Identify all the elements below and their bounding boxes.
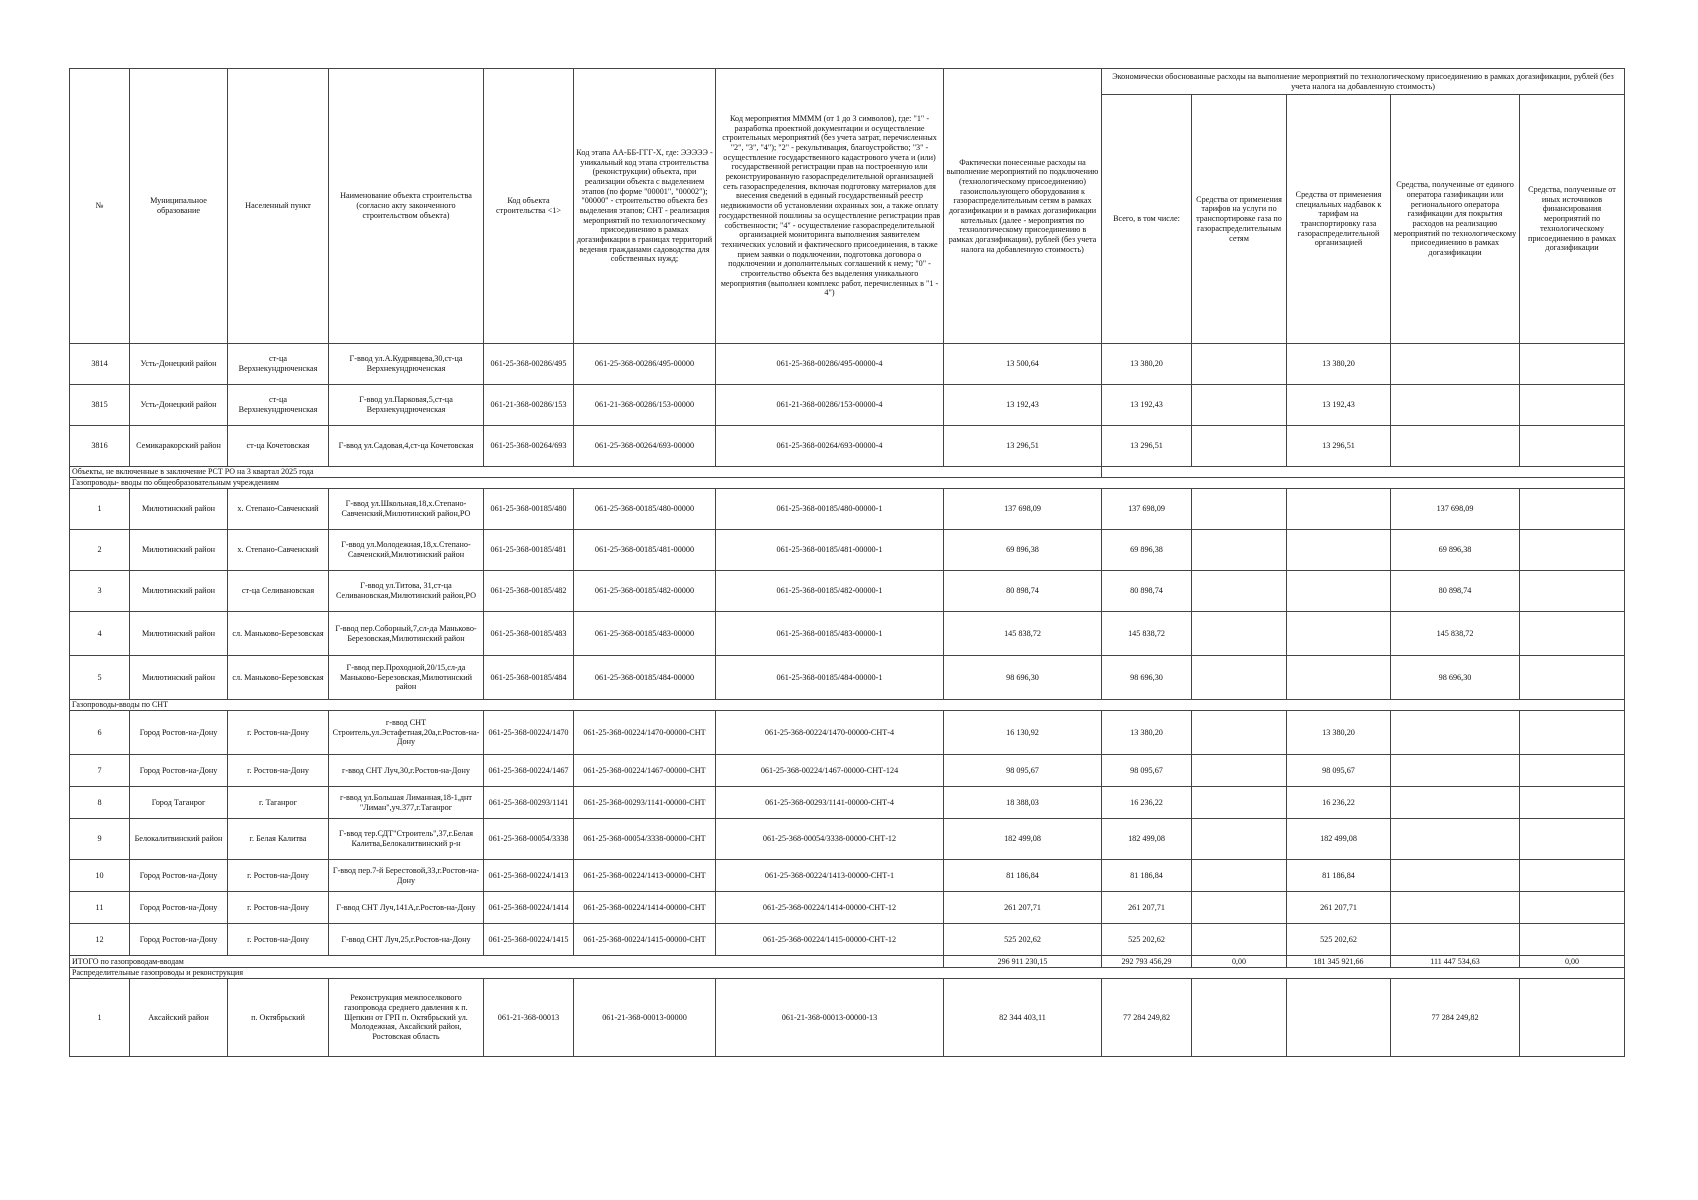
cell-other [1520, 755, 1625, 787]
cell-stage-code: 061-21-368-00013-00000 [574, 979, 716, 1057]
table-row [70, 860, 1625, 892]
cell-total: 13 380,20 [1102, 711, 1192, 755]
cell-total: 81 186,84 [1102, 860, 1192, 892]
cell-operator [1391, 711, 1520, 755]
cell-settlement: х. Степано-Савченский [228, 530, 329, 571]
section-row [70, 968, 1625, 979]
cell-object-code: 061-25-368-00185/482 [484, 571, 574, 612]
cell-stage-code: 061-25-368-00224/1413-00000-СНТ [574, 860, 716, 892]
section-snt-title: Газопроводы-вводы по СНТ [70, 700, 1625, 711]
cell-stage-code: 061-25-368-00185/481-00000 [574, 530, 716, 571]
cell-markup [1287, 656, 1391, 700]
cell-settlement: г. Таганрог [228, 787, 329, 819]
cell-municipality: Усть-Донецкий район [130, 344, 228, 385]
header-econ-group: Экономически обоснованные расходы на выполнение мероприятий по технологическому присоединению в рамках догазификации, рублей (без учета налога на добавленную стоимость) [1102, 69, 1625, 95]
table-row [70, 979, 1625, 1057]
total-total: 292 793 456,29 [1102, 956, 1192, 968]
cell-settlement: г. Ростов-на-Дону [228, 924, 329, 956]
table-row [70, 612, 1625, 656]
cell-other [1520, 426, 1625, 467]
cell-actual-costs: 525 202,62 [944, 924, 1102, 956]
cell-actual-costs: 18 388,03 [944, 787, 1102, 819]
cell-stage-code: 061-25-368-00224/1414-00000-СНТ [574, 892, 716, 924]
cell-event-code: 061-25-368-00293/1141-00000-СНТ-4 [716, 787, 944, 819]
cell-total: 13 380,20 [1102, 344, 1192, 385]
header-other-funds: Средства, полученные от иных источников финансирования мероприятий по технологическому присоединению в рамках догазификации [1520, 95, 1625, 344]
cell-tariff [1192, 924, 1287, 956]
cell-settlement: г. Ростов-на-Дону [228, 711, 329, 755]
cell-markup [1287, 489, 1391, 530]
cell-num: 5 [70, 656, 130, 700]
cell-other [1520, 344, 1625, 385]
cell-tariff [1192, 787, 1287, 819]
cell-other [1520, 385, 1625, 426]
cell-actual-costs: 145 838,72 [944, 612, 1102, 656]
cell-operator: 80 898,74 [1391, 571, 1520, 612]
cell-actual-costs: 81 186,84 [944, 860, 1102, 892]
table-row [70, 892, 1625, 924]
cell-stage-code: 061-21-368-00286/153-00000 [574, 385, 716, 426]
cell-operator: 77 284 249,82 [1391, 979, 1520, 1057]
cell-object-code: 061-25-368-00264/693 [484, 426, 574, 467]
cell-markup: 525 202,62 [1287, 924, 1391, 956]
cell-total: 182 499,08 [1102, 819, 1192, 860]
cell-settlement: п. Октябрьский [228, 979, 329, 1057]
cell-event-code: 061-25-368-00054/3338-00000-СНТ-12 [716, 819, 944, 860]
section-row [70, 700, 1625, 711]
table-row [70, 924, 1625, 956]
cell-object-code: 061-21-368-00013 [484, 979, 574, 1057]
header-stage-code: Код этапа АА-ББ-ГГГ-Х, где: ЭЭЭЭЭ - уникальный код этапа строительства (реконструкции) объекта, при реализации объекта с выделением этапов (по форме "00001", "00002"); "00000" - строительство объекта без выделения этапов; СНТ - реализация мероприятий по технологическому присоединению в рамках догазификации в границах территорий ведения гражданами садоводства для собственных нужд; [574, 69, 716, 344]
header-markup-funds: Средства от применения специальных надбавок к тарифам на транспортировку газа газораспределительной организацией [1287, 95, 1391, 344]
cell-settlement: сл. Маньково-Березовская [228, 612, 329, 656]
cell-markup [1287, 530, 1391, 571]
cell-total: 16 236,22 [1102, 787, 1192, 819]
table-row [70, 385, 1625, 426]
cell-object-name: г-ввод ул.Большая Лиманная,18-1,днт "Лиман",уч.377,г.Таганрог [329, 787, 484, 819]
cell-event-code: 061-25-368-00224/1414-00000-СНТ-12 [716, 892, 944, 924]
cell-actual-costs: 137 698,09 [944, 489, 1102, 530]
cell-operator [1391, 860, 1520, 892]
cell-object-name: г-ввод СНТ Строитель,ул.Эстафетная,20а,г.Ростов-на-Дону [329, 711, 484, 755]
cell-tariff [1192, 344, 1287, 385]
cell-markup: 16 236,22 [1287, 787, 1391, 819]
cell-operator [1391, 924, 1520, 956]
cell-event-code: 061-25-368-00264/693-00000-4 [716, 426, 944, 467]
cell-event-code: 061-21-368-00013-00000-13 [716, 979, 944, 1057]
table-row [70, 755, 1625, 787]
cell-object-code: 061-25-368-00185/480 [484, 489, 574, 530]
cell-tariff [1192, 711, 1287, 755]
cell-total: 525 202,62 [1102, 924, 1192, 956]
cell-settlement: х. Степано-Савченский [228, 489, 329, 530]
cell-event-code: 061-25-368-00224/1413-00000-СНТ-1 [716, 860, 944, 892]
cell-object-code: 061-25-368-00224/1470 [484, 711, 574, 755]
cell-operator [1391, 819, 1520, 860]
header-actual-costs: Фактически понесенные расходы на выполнение мероприятий по подключению (технологическому присоединению) газоиспользующего оборудования к газораспределительным сетям в рамках догазификации и в рамках догазификации котельных (далее - мероприятия по технологическому присоединению в рамках догазификации), рублей (без учета налога на добавленную стоимость) [944, 69, 1102, 344]
cell-total: 13 296,51 [1102, 426, 1192, 467]
cell-total: 145 838,72 [1102, 612, 1192, 656]
cell-municipality: Аксайский район [130, 979, 228, 1057]
cell-total: 98 095,67 [1102, 755, 1192, 787]
cell-operator [1391, 344, 1520, 385]
cell-settlement: ст-ца Верхнекундрюченская [228, 385, 329, 426]
cell-settlement: ст-ца Селивановская [228, 571, 329, 612]
cell-actual-costs: 13 500,64 [944, 344, 1102, 385]
cell-stage-code: 061-25-368-00185/482-00000 [574, 571, 716, 612]
cell-object-name: Г-ввод пер.Соборный,7,сл-да Маньково-Березовская,Милютинский район [329, 612, 484, 656]
cell-actual-costs: 69 896,38 [944, 530, 1102, 571]
header-operator-funds: Средства, полученные от единого оператора газификации или регионального оператора газификации для покрытия расходов на реализацию мероприятий по технологическому присоединению в рамках догазификации [1391, 95, 1520, 344]
cell-total: 98 696,30 [1102, 656, 1192, 700]
table-row [70, 344, 1625, 385]
cell-num: 12 [70, 924, 130, 956]
table-row [70, 426, 1625, 467]
cell-municipality: Милютинский район [130, 612, 228, 656]
cell-municipality: Город Таганрог [130, 787, 228, 819]
table-row [70, 787, 1625, 819]
cell-markup [1287, 571, 1391, 612]
cell-object-name: Г-ввод пер.7-й Берестовой,33,г.Ростов-на-Дону [329, 860, 484, 892]
cell-total: 13 192,43 [1102, 385, 1192, 426]
cell-operator: 145 838,72 [1391, 612, 1520, 656]
table-row [70, 571, 1625, 612]
cell-markup: 13 380,20 [1287, 711, 1391, 755]
section-rst-title: Объекты, не включенные в заключение РСТ РО на 3 квартал 2025 года [70, 467, 1102, 478]
header-settlement: Населенный пункт [228, 69, 329, 344]
cell-object-name: Г-ввод ул.Молодежная,18,х.Степано-Савченский,Милютинский район [329, 530, 484, 571]
cell-actual-costs: 82 344 403,11 [944, 979, 1102, 1057]
table-row [70, 656, 1625, 700]
cell-object-code: 061-21-368-00286/153 [484, 385, 574, 426]
cell-actual-costs: 13 296,51 [944, 426, 1102, 467]
cell-tariff [1192, 892, 1287, 924]
cell-municipality: Город Ростов-на-Дону [130, 860, 228, 892]
cell-markup: 13 380,20 [1287, 344, 1391, 385]
section-row [70, 467, 1625, 478]
cell-stage-code: 061-25-368-00293/1141-00000-СНТ [574, 787, 716, 819]
cell-object-name: Г-ввод ул.Школьная,18,х.Степано-Савченский,Милютинский район,РО [329, 489, 484, 530]
cell-object-name: Реконструкция межпоселкового газопровода среднего давления к п. Щепкин от ГРП п. Октябрьский ул. Молодежная, Аксайский район, Ростовская область [329, 979, 484, 1057]
cell-num: 8 [70, 787, 130, 819]
header-object-code: Код объекта строительства <1> [484, 69, 574, 344]
cell-actual-costs: 16 130,92 [944, 711, 1102, 755]
cell-object-code: 061-25-368-00286/495 [484, 344, 574, 385]
cell-tariff [1192, 571, 1287, 612]
cell-stage-code: 061-25-368-00224/1467-00000-СНТ [574, 755, 716, 787]
cell-num: 1 [70, 489, 130, 530]
cell-municipality: Милютинский район [130, 489, 228, 530]
cell-num: 11 [70, 892, 130, 924]
cell-object-name: Г-ввод ул.Парковая,5,ст-ца Верхнекундрюченская [329, 385, 484, 426]
report-table [69, 68, 1625, 1057]
total-label: ИТОГО по газопроводам-вводам [70, 956, 944, 968]
cell-other [1520, 656, 1625, 700]
cell-operator [1391, 892, 1520, 924]
cell-other [1520, 787, 1625, 819]
cell-other [1520, 571, 1625, 612]
cell-object-code: 061-25-368-00224/1415 [484, 924, 574, 956]
cell-event-code: 061-25-368-00224/1415-00000-СНТ-12 [716, 924, 944, 956]
cell-object-code: 061-25-368-00293/1141 [484, 787, 574, 819]
cell-tariff [1192, 489, 1287, 530]
header-total-incl: Всего, в том числе: [1102, 95, 1192, 344]
cell-object-name: Г-ввод тер.СДТ"Строитель",37,г.Белая Калитва,Белокалитвинский р-н [329, 819, 484, 860]
cell-municipality: Город Ростов-на-Дону [130, 711, 228, 755]
cell-stage-code: 061-25-368-00054/3338-00000-СНТ [574, 819, 716, 860]
cell-num: 3815 [70, 385, 130, 426]
cell-object-name: Г-ввод ул.Садовая,4,ст-ца Кочетовская [329, 426, 484, 467]
cell-settlement: сл. Маньково-Березовская [228, 656, 329, 700]
cell-tariff [1192, 755, 1287, 787]
cell-other [1520, 860, 1625, 892]
cell-actual-costs: 13 192,43 [944, 385, 1102, 426]
cell-num: 6 [70, 711, 130, 755]
cell-other [1520, 489, 1625, 530]
total-markup: 181 345 921,66 [1287, 956, 1391, 968]
cell-num: 3816 [70, 426, 130, 467]
cell-total: 77 284 249,82 [1102, 979, 1192, 1057]
cell-total: 69 896,38 [1102, 530, 1192, 571]
cell-markup: 261 207,71 [1287, 892, 1391, 924]
cell-object-code: 061-25-368-00185/484 [484, 656, 574, 700]
cell-settlement: г. Ростов-на-Дону [228, 860, 329, 892]
table-row [70, 711, 1625, 755]
cell-tariff [1192, 860, 1287, 892]
cell-other [1520, 612, 1625, 656]
cell-settlement: г. Белая Калитва [228, 819, 329, 860]
cell-num: 7 [70, 755, 130, 787]
cell-tariff [1192, 979, 1287, 1057]
cell-event-code: 061-25-368-00224/1467-00000-СНТ-124 [716, 755, 944, 787]
cell-total: 261 207,71 [1102, 892, 1192, 924]
total-actual-costs: 296 911 230,15 [944, 956, 1102, 968]
total-operator: 111 447 534,63 [1391, 956, 1520, 968]
section-dist-title: Распределительные газопроводы и реконструкция [70, 968, 1625, 979]
cell-stage-code: 061-25-368-00264/693-00000 [574, 426, 716, 467]
cell-event-code: 061-25-368-00185/484-00000-1 [716, 656, 944, 700]
cell-total: 137 698,09 [1102, 489, 1192, 530]
header-num: № [70, 69, 130, 344]
total-tariff: 0,00 [1192, 956, 1287, 968]
cell-event-code: 061-21-368-00286/153-00000-4 [716, 385, 944, 426]
cell-municipality: Семикаракорский район [130, 426, 228, 467]
cell-tariff [1192, 656, 1287, 700]
cell-settlement: ст-ца Кочетовская [228, 426, 329, 467]
cell-markup: 13 192,43 [1287, 385, 1391, 426]
cell-municipality: Милютинский район [130, 571, 228, 612]
cell-tariff [1192, 612, 1287, 656]
cell-markup: 182 499,08 [1287, 819, 1391, 860]
cell-other [1520, 979, 1625, 1057]
cell-other [1520, 924, 1625, 956]
cell-settlement: ст-ца Верхнекундрюченская [228, 344, 329, 385]
cell-event-code: 061-25-368-00185/481-00000-1 [716, 530, 944, 571]
cell-municipality: Город Ростов-на-Дону [130, 892, 228, 924]
cell-markup [1287, 612, 1391, 656]
cell-object-code: 061-25-368-00054/3338 [484, 819, 574, 860]
cell-operator [1391, 755, 1520, 787]
cell-stage-code: 061-25-368-00185/480-00000 [574, 489, 716, 530]
cell-num: 4 [70, 612, 130, 656]
cell-stage-code: 061-25-368-00185/483-00000 [574, 612, 716, 656]
cell-operator: 69 896,38 [1391, 530, 1520, 571]
header-municipality: Муниципальное образование [130, 69, 228, 344]
cell-num: 3814 [70, 344, 130, 385]
cell-actual-costs: 261 207,71 [944, 892, 1102, 924]
cell-markup: 13 296,51 [1287, 426, 1391, 467]
cell-actual-costs: 182 499,08 [944, 819, 1102, 860]
cell-total: 80 898,74 [1102, 571, 1192, 612]
header-tariff-funds: Средства от применения тарифов на услуги по транспортировке газа по газораспределительным сетям [1192, 95, 1287, 344]
cell-operator [1391, 385, 1520, 426]
cell-event-code: 061-25-368-00185/483-00000-1 [716, 612, 944, 656]
cell-stage-code: 061-25-368-00185/484-00000 [574, 656, 716, 700]
cell-tariff [1192, 385, 1287, 426]
cell-municipality: Город Ростов-на-Дону [130, 755, 228, 787]
cell-stage-code: 061-25-368-00286/495-00000 [574, 344, 716, 385]
cell-event-code: 061-25-368-00286/495-00000-4 [716, 344, 944, 385]
cell-tariff [1192, 819, 1287, 860]
cell-actual-costs: 80 898,74 [944, 571, 1102, 612]
total-row [70, 956, 1625, 968]
cell-object-name: г-ввод СНТ Луч,30,г.Ростов-на-Дону [329, 755, 484, 787]
cell-object-name: Г-ввод СНТ Луч,25,г.Ростов-на-Дону [329, 924, 484, 956]
cell-other [1520, 711, 1625, 755]
cell-num: 10 [70, 860, 130, 892]
cell-object-name: Г-ввод СНТ Луч,141А,г.Ростов-на-Дону [329, 892, 484, 924]
cell-event-code: 061-25-368-00224/1470-00000-СНТ-4 [716, 711, 944, 755]
cell-settlement: г. Ростов-на-Дону [228, 755, 329, 787]
table-row [70, 819, 1625, 860]
cell-object-code: 061-25-368-00224/1413 [484, 860, 574, 892]
cell-object-name: Г-ввод ул.А.Кудрявцева,30,ст-ца Верхнекундрюченская [329, 344, 484, 385]
cell-stage-code: 061-25-368-00224/1415-00000-СНТ [574, 924, 716, 956]
cell-actual-costs: 98 095,67 [944, 755, 1102, 787]
cell-operator: 98 696,30 [1391, 656, 1520, 700]
cell-object-name: Г-ввод пер.Проходной,20/15,сл-да Маньково-Березовская,Милютинский район [329, 656, 484, 700]
table-row [70, 530, 1625, 571]
cell-other [1520, 530, 1625, 571]
cell-object-name: Г-ввод ул.Титова, 31,ст-ца Селивановская,Милютинский район,РО [329, 571, 484, 612]
section-edu-title: Газопроводы- вводы по общеобразовательным учреждениям [70, 478, 1625, 489]
cell-num: 2 [70, 530, 130, 571]
cell-other [1520, 892, 1625, 924]
cell-object-code: 061-25-368-00185/481 [484, 530, 574, 571]
cell-tariff [1192, 530, 1287, 571]
cell-operator: 137 698,09 [1391, 489, 1520, 530]
cell-operator [1391, 787, 1520, 819]
cell-markup: 98 095,67 [1287, 755, 1391, 787]
cell-operator [1391, 426, 1520, 467]
section-row [70, 478, 1625, 489]
cell-municipality: Город Ростов-на-Дону [130, 924, 228, 956]
cell-municipality: Милютинский район [130, 656, 228, 700]
cell-event-code: 061-25-368-00185/482-00000-1 [716, 571, 944, 612]
total-other: 0,00 [1520, 956, 1625, 968]
cell-municipality: Милютинский район [130, 530, 228, 571]
cell-markup: 81 186,84 [1287, 860, 1391, 892]
cell-other [1520, 819, 1625, 860]
cell-object-code: 061-25-368-00224/1467 [484, 755, 574, 787]
cell-object-code: 061-25-368-00224/1414 [484, 892, 574, 924]
cell-stage-code: 061-25-368-00224/1470-00000-СНТ [574, 711, 716, 755]
cell-markup [1287, 979, 1391, 1057]
cell-event-code: 061-25-368-00185/480-00000-1 [716, 489, 944, 530]
cell-object-code: 061-25-368-00185/483 [484, 612, 574, 656]
cell-num: 9 [70, 819, 130, 860]
cell-num: 3 [70, 571, 130, 612]
cell-settlement: г. Ростов-на-Дону [228, 892, 329, 924]
header-object-name: Наименование объекта строительства (согласно акту законченного строительством объекта) [329, 69, 484, 344]
cell-tariff [1192, 426, 1287, 467]
cell-actual-costs: 98 696,30 [944, 656, 1102, 700]
header-event-code: Код мероприятия ММММ (от 1 до 3 символов), где: "1" - разработка проектной документации и осуществление строительных мероприятий (без учета затрат, перечисленных "2", "3", "4"); "2" - рекультивация, благоустройство; "3" - осуществление государственного кадастрового учета и (или) государственной регистрации прав на построенную или реконструированную газораспределительной организацией сеть газораспределения, включая подготовку материалов для внесения сведений в единый государственный реестр недвижимости об установлении охранных зон, а также оплату государственной пошлины за осуществление регистрации прав собственности; "4" - осуществление газораспределительной организацией мониторинга выполнения заявителем технических условий и фактического присоединения, в также прием заявки о подключении, подготовка договора о подключении и дополнительных соглашений к нему; "0" - строительство объекта без выделения уникального мероприятия (выполнен комплекс работ, перечисленных в "1 - 4") [716, 69, 944, 344]
section-rst-blank [1102, 467, 1625, 478]
cell-num: 1 [70, 979, 130, 1057]
cell-municipality: Белокалитвинский район [130, 819, 228, 860]
table-row [70, 489, 1625, 530]
cell-municipality: Усть-Донецкий район [130, 385, 228, 426]
